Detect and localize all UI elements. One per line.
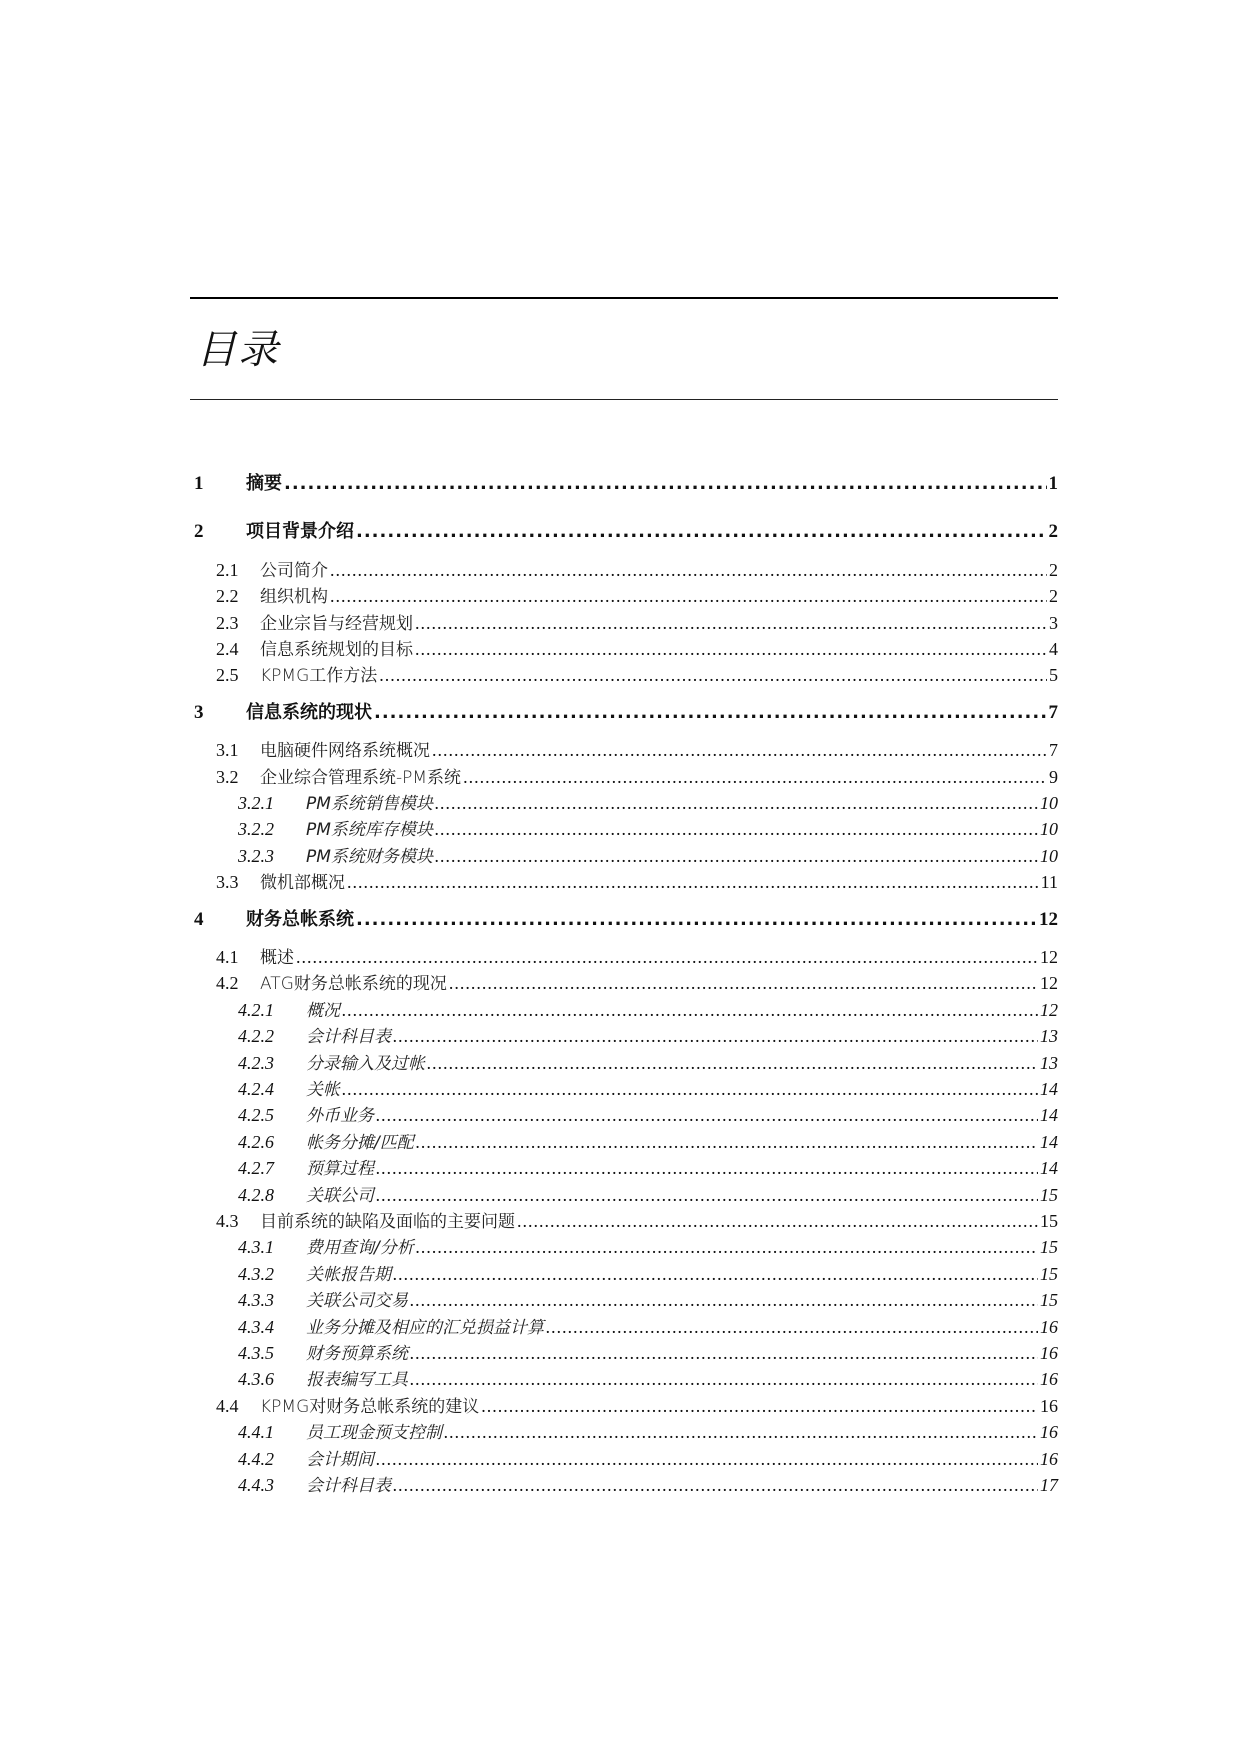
toc-leader-dots (393, 1472, 1038, 1499)
toc-entry[interactable] (190, 869, 1058, 896)
toc-entry[interactable] (190, 1182, 1058, 1209)
toc-leader-dots (481, 1393, 1038, 1420)
toc-leader-dots (435, 816, 1038, 843)
toc-entry-label: 业务分摊及相应的汇兑损益计算 (306, 1318, 544, 1338)
toc-leader-dots (416, 1234, 1038, 1261)
toc-entry-label: PM系统财务模块 (306, 847, 433, 867)
toc-entry-page: 3 (1049, 613, 1058, 633)
toc-entry-label: PM系统库存模块 (306, 820, 433, 840)
toc-entry-label: 费用查询/分析 (306, 1238, 414, 1258)
title-top-rule (190, 297, 1058, 299)
toc-entry-number: 4.2.5 (238, 1105, 274, 1125)
toc-entry-label: PM系统销售模块 (306, 794, 433, 814)
toc-entry-number: 4.3.4 (238, 1317, 274, 1337)
toc-entry[interactable] (190, 1023, 1058, 1050)
toc-entry-page: 15 (1040, 1185, 1058, 1205)
toc-entry-label: 关联公司交易 (306, 1291, 408, 1311)
toc-entry-number: 3.2 (216, 767, 239, 787)
toc-entry-page: 15 (1040, 1237, 1058, 1257)
toc-entry-label: 分录输入及过帐 (306, 1054, 425, 1074)
toc-entry-label: 企业宗旨与经营规划 (260, 614, 413, 634)
toc-entry-number: 4.2.8 (238, 1185, 274, 1205)
toc-entry-page: 15 (1040, 1290, 1058, 1310)
toc-entry-page: 10 (1040, 846, 1058, 866)
toc-entry[interactable] (190, 1261, 1058, 1288)
toc-entry-label: 员工现金预支控制 (306, 1423, 442, 1443)
toc-entry-label: ATG财务总帐系统的现况 (260, 974, 447, 994)
toc-leader-dots (376, 1446, 1038, 1473)
toc-entry-page: 16 (1040, 1317, 1058, 1337)
toc-leader-dots (347, 869, 1039, 896)
toc-entry-page: 2 (1049, 560, 1058, 580)
toc-entry-number: 2.3 (216, 613, 239, 633)
toc-entry-number: 3.2.3 (238, 846, 274, 866)
toc-entry-label: 项目背景介绍 (246, 521, 354, 542)
toc-entry-page: 16 (1040, 1343, 1058, 1363)
toc-entry-page: 16 (1040, 1422, 1058, 1442)
toc-entry-number: 4.1 (216, 947, 239, 967)
toc-entry-label: 摘要 (246, 473, 282, 494)
toc-entry[interactable] (190, 583, 1058, 610)
toc-leader-dots (449, 970, 1038, 997)
toc-entry-number: 3 (194, 702, 204, 723)
toc-entry-label: 财务总帐系统 (246, 909, 354, 930)
toc-leader-dots (410, 1287, 1038, 1314)
toc-entry-number: 4.2.4 (238, 1079, 274, 1099)
toc-entry-label: 概述 (260, 948, 294, 968)
toc-entry-label: 公司简介 (260, 561, 328, 581)
toc-entry-number: 4 (194, 909, 204, 930)
toc-entry-number: 2.4 (216, 639, 239, 659)
toc-entry[interactable] (190, 1472, 1058, 1499)
toc-entry-label: KPMG工作方法 (260, 666, 378, 686)
toc-entry-page: 15 (1040, 1264, 1058, 1284)
toc-entry[interactable] (190, 1419, 1058, 1446)
toc-entry-number: 4.2 (216, 973, 239, 993)
toc-entry[interactable] (190, 1446, 1058, 1473)
toc-leader-dots (376, 1102, 1038, 1129)
toc-entry-number: 3.2.1 (238, 793, 274, 813)
toc-entry-number: 4.3 (216, 1211, 239, 1231)
toc-entry[interactable] (190, 636, 1058, 663)
toc-entry-page: 2 (1049, 586, 1058, 606)
page-title: 目录 (196, 327, 280, 373)
toc-entry-page: 2 (1048, 521, 1058, 542)
toc-leader-dots (330, 583, 1047, 610)
toc-entry-number: 4.2.2 (238, 1026, 274, 1046)
toc-entry[interactable] (190, 662, 1058, 689)
toc-entry-page: 7 (1049, 740, 1058, 760)
toc-leader-dots (410, 1340, 1038, 1367)
toc-entry[interactable] (190, 518, 1058, 545)
toc-entry[interactable] (190, 1340, 1058, 1367)
toc-entry-number: 4.2.6 (238, 1132, 274, 1152)
toc-entry-number: 4.4.2 (238, 1449, 274, 1469)
toc-entry-label: 电脑硬件网络系统概况 (260, 741, 430, 761)
toc-entry-label: 目前系统的缺陷及面临的主要问题 (260, 1212, 515, 1232)
toc-entry-number: 1 (194, 473, 204, 494)
toc-entry[interactable] (190, 1129, 1058, 1156)
toc-entry-label: 信息系统的现状 (246, 702, 372, 723)
toc-entry[interactable] (190, 843, 1058, 870)
toc-entry[interactable] (190, 970, 1058, 997)
toc-leader-dots (393, 1261, 1038, 1288)
toc-entry-number: 4.2.3 (238, 1053, 274, 1073)
toc-entry[interactable] (190, 816, 1058, 843)
toc-entry-page: 16 (1040, 1369, 1058, 1389)
toc-leader-dots (342, 997, 1038, 1024)
toc-entry[interactable] (190, 997, 1058, 1024)
toc-leader-dots (415, 636, 1047, 663)
toc-entry[interactable] (190, 1393, 1058, 1420)
toc-entry-label: 关帐报告期 (306, 1265, 391, 1285)
toc-leader-dots (444, 1419, 1038, 1446)
toc-leader-dots (463, 764, 1047, 791)
toc-entry-label: 帐务分摊/匹配 (306, 1133, 414, 1153)
toc-leader-dots (546, 1314, 1038, 1341)
toc-entry-number: 4.3.1 (238, 1237, 274, 1257)
toc-entry-label: 关联公司 (306, 1186, 374, 1206)
toc-leader-dots (435, 843, 1038, 870)
toc-entry[interactable] (190, 470, 1058, 497)
toc-entry[interactable] (190, 790, 1058, 817)
toc-entry-label: 财务预算系统 (306, 1344, 408, 1364)
toc-entry-page: 11 (1040, 872, 1058, 892)
toc-entry-page: 14 (1040, 1158, 1058, 1178)
toc-entry-page: 14 (1040, 1105, 1058, 1125)
toc-entry[interactable] (190, 1050, 1058, 1077)
toc-entry[interactable] (190, 1102, 1058, 1129)
toc-leader-dots (296, 944, 1038, 971)
toc-entry-page: 12 (1040, 947, 1058, 967)
toc-entry-label: 预算过程 (306, 1159, 374, 1179)
toc-entry-label: 关帐 (306, 1080, 340, 1100)
toc-leader-dots (376, 1155, 1038, 1182)
toc-leader-dots (416, 1129, 1038, 1156)
toc-entry[interactable] (190, 906, 1058, 933)
toc-entry[interactable] (190, 1076, 1058, 1103)
toc-entry-number: 4.3.3 (238, 1290, 274, 1310)
toc-leader-dots (393, 1023, 1038, 1050)
toc-leader-dots (284, 470, 1047, 497)
toc-leader-dots (435, 790, 1038, 817)
toc-entry-number: 4.3.5 (238, 1343, 274, 1363)
toc-entry-number: 4.2.1 (238, 1000, 274, 1020)
toc-leader-dots (517, 1208, 1038, 1235)
toc-entry-page: 12 (1040, 1000, 1058, 1020)
toc-entry-number: 3.3 (216, 872, 239, 892)
toc-entry-number: 4.4.1 (238, 1422, 274, 1442)
toc-entry-page: 17 (1040, 1475, 1058, 1495)
toc-entry-page: 13 (1040, 1026, 1058, 1046)
toc-leader-dots (330, 557, 1047, 584)
toc-entry-number: 4.2.7 (238, 1158, 274, 1178)
toc-entry-label: KPMG对财务总帐系统的建议 (260, 1397, 480, 1417)
toc-entry-page: 12 (1040, 973, 1058, 993)
toc-entry[interactable] (190, 1208, 1058, 1235)
toc-entry-number: 4.4.3 (238, 1475, 274, 1495)
toc-entry-number: 3.2.2 (238, 819, 274, 839)
toc-entry-label: 报表编写工具 (306, 1370, 408, 1390)
toc-entry-page: 14 (1040, 1079, 1058, 1099)
toc-leader-dots (356, 518, 1047, 545)
toc-entry-page: 9 (1049, 767, 1058, 787)
toc-entry-number: 4.3.6 (238, 1369, 274, 1389)
toc-entry-number: 2.1 (216, 560, 239, 580)
toc-entry-page: 10 (1040, 793, 1058, 813)
toc-entry-label: 微机部概况 (260, 873, 345, 893)
toc-entry[interactable] (190, 1314, 1058, 1341)
toc-entry-page: 15 (1040, 1211, 1058, 1231)
toc-leader-dots (374, 699, 1047, 726)
toc-entry-page: 14 (1040, 1132, 1058, 1152)
toc-entry[interactable] (190, 557, 1058, 584)
toc-entry[interactable] (190, 764, 1058, 791)
toc-entry-page: 13 (1040, 1053, 1058, 1073)
toc-entry-page: 12 (1039, 909, 1058, 930)
toc-entry[interactable] (190, 944, 1058, 971)
toc-entry-number: 2.5 (216, 665, 239, 685)
toc-entry-number: 2 (194, 521, 204, 542)
toc-entry-number: 4.3.2 (238, 1264, 274, 1284)
toc-entry-label: 会计科目表 (306, 1027, 391, 1047)
toc-leader-dots (376, 1182, 1038, 1209)
toc-entry[interactable] (190, 1287, 1058, 1314)
toc-entry[interactable] (190, 1366, 1058, 1393)
toc-entry-page: 1 (1048, 473, 1058, 494)
toc-entry-label: 组织机构 (260, 587, 328, 607)
toc-entry-label: 企业综合管理系统-PM系统 (260, 768, 462, 788)
toc-leader-dots (427, 1050, 1038, 1077)
toc-entry-label: 概况 (306, 1001, 340, 1021)
toc-leader-dots (432, 737, 1047, 764)
toc-leader-dots (410, 1366, 1038, 1393)
toc-entry-label: 会计期间 (306, 1450, 374, 1470)
toc-leader-dots (356, 906, 1037, 933)
toc-entry-label: 外币业务 (306, 1106, 374, 1126)
toc-entry[interactable] (190, 1234, 1058, 1261)
toc-leader-dots (379, 662, 1047, 689)
toc-entry[interactable] (190, 737, 1058, 764)
toc-entry-label: 会计科目表 (306, 1476, 391, 1496)
toc-leader-dots (415, 610, 1047, 637)
toc-entry[interactable] (190, 699, 1058, 726)
toc-entry[interactable] (190, 610, 1058, 637)
toc-entry-page: 16 (1040, 1449, 1058, 1469)
toc-entry-page: 16 (1040, 1396, 1058, 1416)
toc-entry-page: 7 (1048, 702, 1058, 723)
toc-entry-page: 4 (1049, 639, 1058, 659)
title-bottom-rule (190, 399, 1058, 400)
toc-entry[interactable] (190, 1155, 1058, 1182)
toc-entry-number: 2.2 (216, 586, 239, 606)
toc-entry-page: 10 (1040, 819, 1058, 839)
toc-entry-number: 4.4 (216, 1396, 239, 1416)
toc-entry-page: 5 (1049, 665, 1058, 685)
toc-entry-label: 信息系统规划的目标 (260, 640, 413, 660)
toc-entry-number: 3.1 (216, 740, 239, 760)
toc-leader-dots (342, 1076, 1038, 1103)
